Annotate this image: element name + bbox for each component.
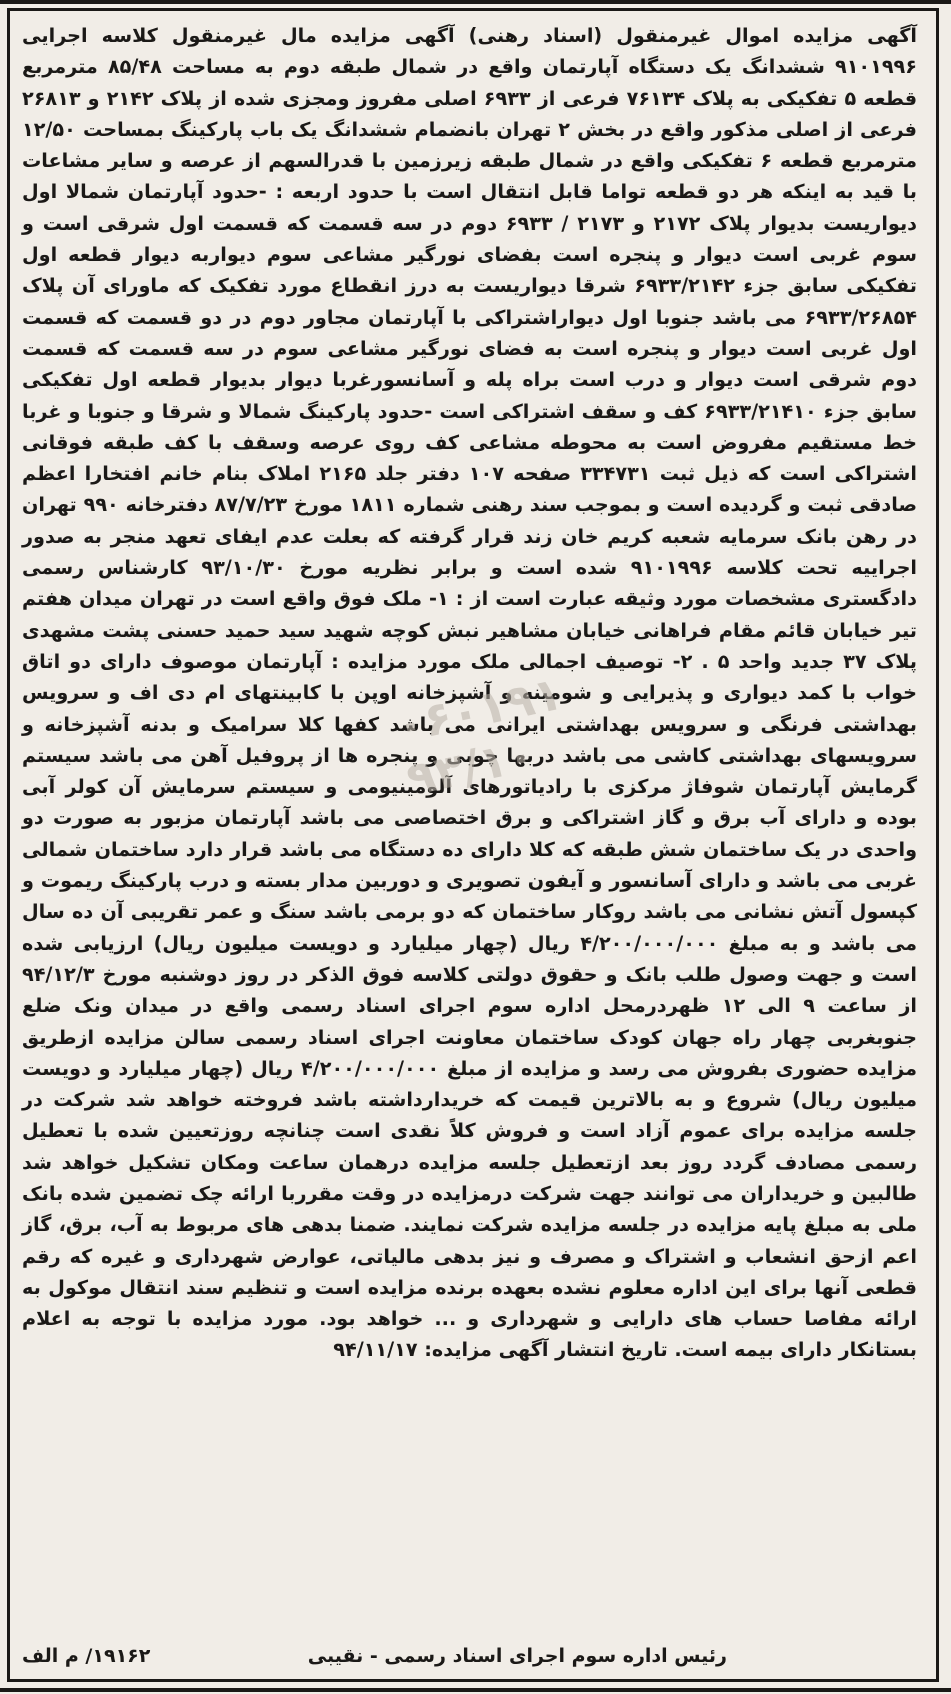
notice-body: آگهی مزایده اموال غیرمنقول (اسناد رهنی) آگهی مزایده مال غیرمنقول کلاسه اجرایی ۹۱۰۱۹۹۶ ششدانگ یک دستگاه آپارتمان واقع در شمال طبقه دوم به مساحت ۸۵/۴۸ مترمربع قطعه ۵ تفکیکی به پلاک ۷۶۱۳۴ فرعی از ۶۹۳۳ اصلی مفروز ومجزی شده از پلاک ۲۱۴۲ و ۲۶۸۱۳ فرعی از اصلی مذکور واقع در بخش ۲ تهران بانضمام ششدانگ یک باب پارکینگ بمساحت ۱۲/۵۰ مترمربع قطعه ۶ تفکیکی واقع در شمال طبقه زیرزمین با قدرالسهم از عرصه و سایر مشاعات با قید به اینکه هر دو قطعه تواما قابل انتقال است با حدود اربعه : -حدود آپارتمان شمالا اول دیواریست بدیوار پلاک ۲۱۷۲ و ۲۱۷۳ / ۶۹۳۳ دوم در سه قسمت که قسمت اول شرقی است و سوم غربی است دیوار و پنجره است بفضای نورگیر مشاعی سوم دیواربه دیوار قطعه اول تفکیکی سابق جزء ۶۹۳۳/۲۱۴۲ شرقا دیواریست به درز انقطاع مورد تفکیک که ماورای آن پلاک ۶۹۳۳/۲۶۸۵۴ می باشد جنوبا اول دیواراشتراکی با آپارتمان مجاور دوم در دو قسمت که قسمت اول غربی است دیوار و پنجره است به فضای نورگیر مشاعی سوم در سه قسمت که قسمت دوم شرقی است دیوار و درب است براه پله و آسانسورغربا دیوار بدیوار قطعه اول تفکیکی سابق جزء ۶۹۳۳/۲۱۴۱۰ کف و سقف اشتراکی است -حدود پارکینگ شمالا و شرقا و جنوبا و غربا خط مستقیم مفروض است به محوطه مشاعی کف روی عرصه وسقف با کف طبقه فوقانی اشتراکی است که ذیل ثبت ۳۳۴۷۳۱ صفحه ۱۰۷ دفتر جلد ۲۱۶۵ املاک بنام خانم افتخارا اعظم صادقی ثبت و گردیده است و بموجب سند رهنی شماره ۱۸۱۱ مورخ ۸۷/۷/۲۳ دفترخانه ۹۹۰ تهران در رهن بانک سرمایه شعبه کریم خان زند قرار گرفته که بعلت عدم ایفای تعهد منجر به صدور اجراییه تحت کلاسه ۹۱۰۱۹۹۶ شده است و برابر نظریه مورخ ۹۳/۱۰/۳۰ کارشناس رسمی دادگستری مشخصات مورد وثیقه عبارت است از : ۱- ملک فوق واقع است در تهران میدان هفتم تیر خیابان قائم مقام فراهانی خیابان مشاهیر نبش کوچه شهید سید حمید حسنی پشت مشهدی پلاک ۳۷ جدید واحد ۵ . ۲- توصیف اجمالی ملک مورد مزایده : آپارتمان موصوف دارای دو اتاق خواب با کمد دیواری و پذیرایی و شومینه و آشپزخانه اوپن با کابینتهای ام دی اف و سرویس بهداشتی فرنگی و سرویس بهداشتی ایرانی می باشد کفها کلا سرامیک و بدنه آشپزخانه و سرویسهای بهداشتی کاشی می باشد دربها چوبی و پنجره ها از پروفیل آهن می باشد سیستم گرمایش آپارتمان شوفاژ مرکزی با رادیاتورهای آلومینیومی و سیستم سرمایش آن کولر آبی بوده و دارای آب برق و گاز اشتراکی و برق اختصاصی می باشد آپارتمان مزبور به صورت دو واحدی در یک ساختمان شش طبقه که کلا دارای ده دستگاه می باشد قرار دارد ساختمان شمالی غربی می باشد و دارای آسانسور و آیفون تصویری و دوربین مدار بسته و درب پارکینگ ریموت و کپسول آتش نشانی می باشد روکار ساختمان که دو برمی باشد سنگ و عمر تقریبی آن ده سال می باشد و به مبلغ ۴/۲۰۰/۰۰۰/۰۰۰ ریال (چهار میلیارد و دویست میلیون ریال) ارزیابی شده است و جهت وصول طلب بانک و حقوق دولتی کلاسه فوق الذکر در روز دوشنبه مورخ ۹۴/۱۲/۳ از ساعت ۹ الی ۱۲ ظهردرمحل اداره سوم اجرای اسناد رسمی واقع در میدان ونک ضلع جنوبغربی چهار راه جهان کودک ساختمان معاونت اجرای اسناد رسمی سالن مزایده ازطریق مزایده حضوری بفروش می رسد و مزایده از مبلغ ۴/۲۰۰/۰۰۰/۰۰۰ ریال (چهار میلیارد و دویست میلیون ریال) شروع و به بالاترین قیمت که خریدارداشته باشد فروخته خواهد شد شرکت در جلسه مزایده برای عموم آزاد است و فروش کلاً نقدی است چنانچه روزتعیین شده با تعطیل رسمی مصادف گردد روز بعد ازتعطیل جلسه مزایده درهمان ساعت ومکان تشکیل خواهد شد طالبین و خریداران می توانند جهت شرکت درمزایده در وقت مقرربا ارائه چک تضمین شده بانک ملی به مبلغ پایه مزایده در جلسه مزایده شرکت نمایند. ضمنا بدهی های مربوط به آب، برق، گاز اعم ازحق انشعاب و اشتراک و مصرف و نیز بدهی مالیاتی، عوارض شهرداری و غیره که رقم قطعی آنها برای این اداره معلوم نشده بعهده برنده مزایده است و تنظیم سند انتقال موکول به ارائه مفاصا حساب های دارایی و شهرداری و ... خواهد بود. مورد مزایده با توجه به اعلام بستانکار دارای بیمه است. تاریخ انتشار آگهی مزایده: ۹۴/۱۱/۱۷	[22, 24, 918, 1362]
reference-code: ۱۹۱۶۲/ م الف	[22, 1645, 151, 1667]
signer-line: رئیس اداره سوم اجرای اسناد رسمی - نقیبی	[307, 1645, 727, 1667]
top-rule	[0, 0, 951, 4]
bottom-rule	[0, 1688, 951, 1692]
stamp-text: ۰۶۰۱۹۱ ۹۳/۱۰	[390, 665, 567, 807]
